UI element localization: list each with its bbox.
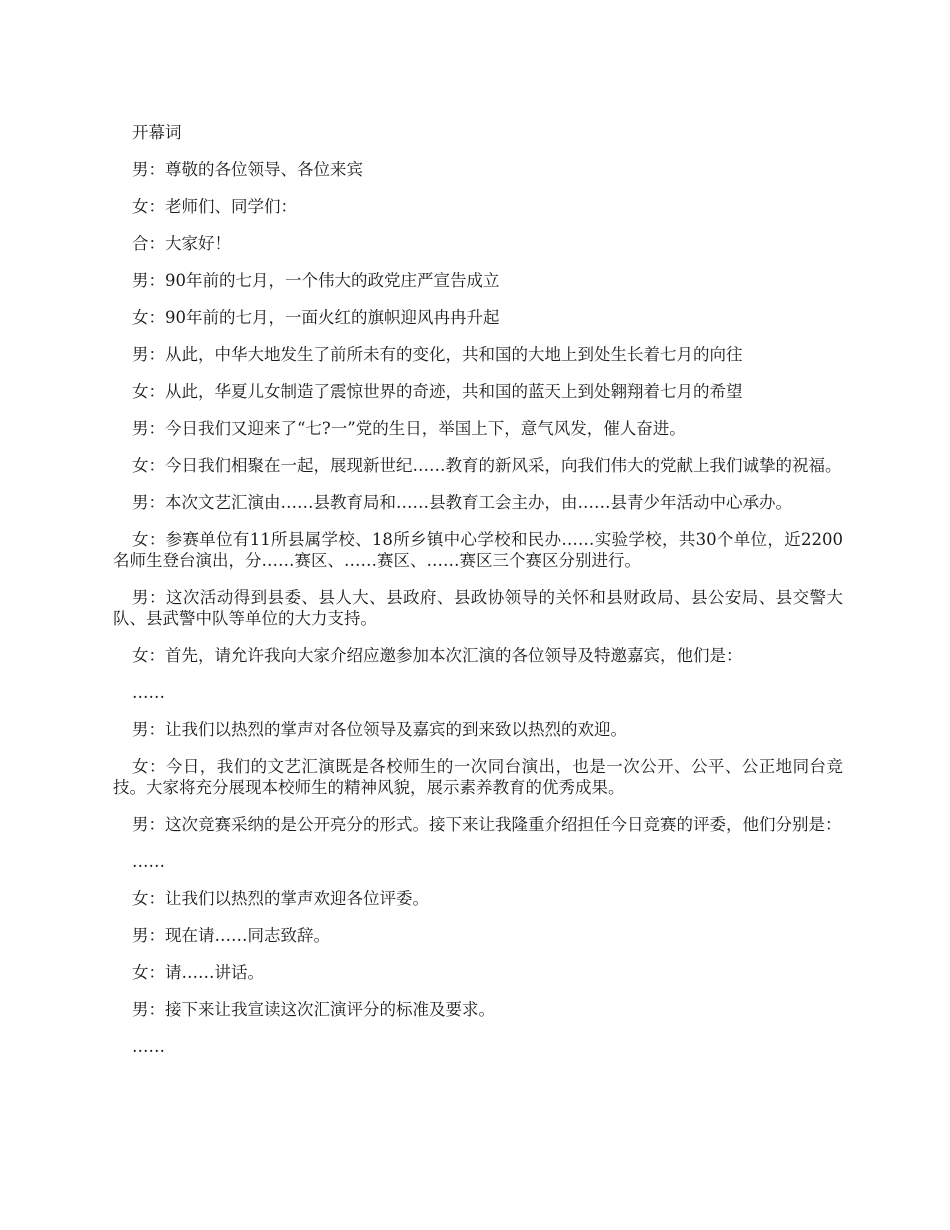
paragraph: 女：从此，华夏儿女制造了震惊世界的奇迹，共和国的蓝天上到处翱翔着七月的希望 [132, 382, 743, 401]
paragraph: 男：本次文艺汇演由……县教育局和……县教育工会主办，由……县青少年活动中心承办。 [132, 493, 792, 512]
paragraph: 男：现在请……同志致辞。 [132, 926, 330, 945]
paragraph: 女：今日，我们的文艺汇演既是各校师生的一次同台演出，也是一次公开、公平、公正地同台竞技。大家将充分展现本校师生的精神风貌，展示素养教育的优秀成果。 [113, 757, 843, 797]
paragraph: 男：尊敬的各位领导、各位来宾 [132, 160, 363, 179]
paragraph: 男：让我们以热烈的掌声对各位领导及嘉宾的到来致以热烈的欢迎。 [132, 720, 627, 739]
document-title: 开幕词 [132, 123, 182, 142]
paragraph: 女：请……讲话。 [132, 963, 264, 982]
paragraph: 男：这次活动得到县委、县人大、县政府、县政协领导的关怀和县财政局、县公安局、县交警大队、县武警中队等单位的大力支持。 [113, 588, 843, 628]
paragraph: 男：从此，中华大地发生了前所未有的变化，共和国的大地上到处生长着七月的向往 [132, 345, 743, 364]
paragraph: 合：大家好！ [132, 234, 231, 253]
paragraph: 男：今日我们又迎来了“七?一”党的生日，举国上下，意气风发，催人奋进。 [132, 419, 686, 438]
paragraph: 女：首先，请允许我向大家介绍应邀参加本次汇演的各位领导及特邀嘉宾，他们是： [132, 646, 743, 665]
paragraph: 男：这次竞赛采纳的是公开亮分的形式。接下来让我隆重介绍担任今日竞赛的评委，他们分别是： [132, 815, 842, 834]
paragraph: …… [132, 1037, 165, 1056]
paragraph: 男：90年前的七月，一个伟大的政党庄严宣告成立 [132, 271, 500, 290]
paragraph: …… [132, 852, 165, 871]
paragraph: 女：老师们、同学们： [132, 197, 297, 216]
paragraph: 女：让我们以热烈的掌声欢迎各位评委。 [132, 889, 429, 908]
paragraph: 女：参赛单位有11所县属学校、18所乡镇中心学校和民办……实验学校，共30个单位，近2200名师生登台演出，分……赛区、……赛区、……赛区三个赛区分别进行。 [113, 530, 843, 570]
paragraph: 女：90年前的七月，一面火红的旗帜迎风冉冉升起 [132, 308, 500, 327]
paragraph: …… [132, 683, 165, 702]
paragraph: 女：今日我们相聚在一起，展现新世纪……教育的新风采，向我们伟大的党献上我们诚挚的祝福。 [132, 456, 842, 475]
document-page [113, 122, 843, 1073]
paragraph: 男：接下来让我宣读这次汇演评分的标准及要求。 [132, 1000, 495, 1019]
